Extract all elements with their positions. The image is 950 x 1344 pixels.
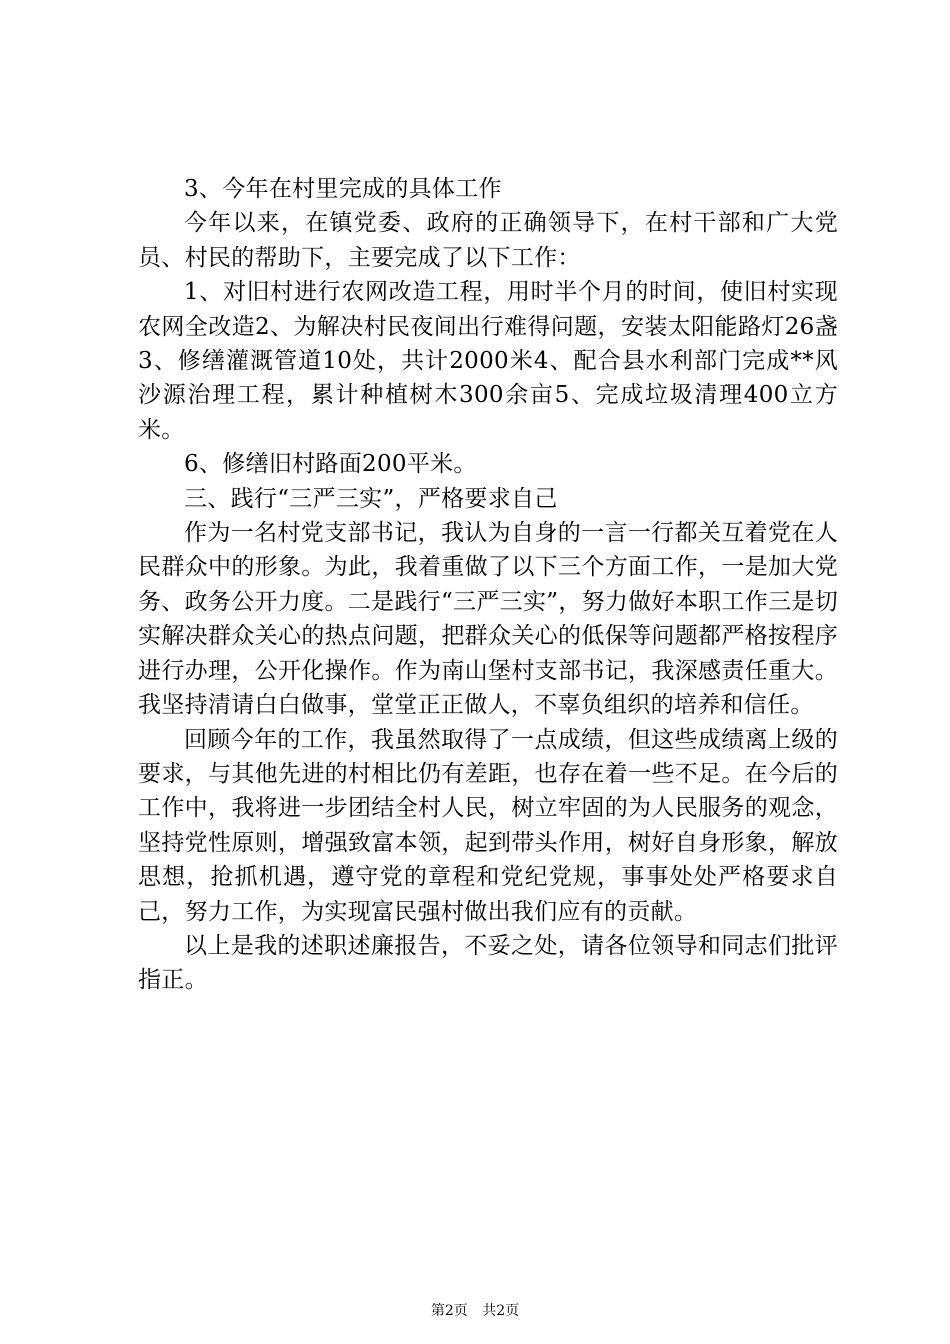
paragraph-review: 回顾今年的工作，我虽然取得了一点成绩，但这些成绩离上级的要求，与其他先进的村相比仍有差距，也存在着一些不足。在今后的工作中，我将进一步团结全村人民，树立牢固的为人民服务的观念，坚持党性原则，增强致富本领，起到带头作用，树好自身形象，解放思想，抢抓机遇，遵守党的章程和党纪党规，事事处处严格要求自己，努力工作，为实现富民强村做出我们应有的贡献。 (138, 726, 838, 925)
paragraph-item-6: 6、修缮旧村路面200平米。 (184, 451, 477, 478)
page-total: 共2页 (482, 1303, 520, 1319)
paragraph-section-heading-three: 三、践行“三严三实”，严格要求自己 (184, 485, 558, 512)
paragraph-work-items: 1、对旧村进行农网改造工程，用时半个月的时间，使旧村实现农网全改造2、为解决村民夜间出行难得问题，安装太阳能路灯26盏3、修缮灌溉管道10处，共计2000米4、配合县水利部门完成**风沙源治理工程，累计种植树木300余亩5、完成垃圾清理400立方米。 (138, 279, 838, 443)
document-body (138, 172, 838, 998)
paragraph-section-3-heading: 3、今年在村里完成的具体工作 (184, 176, 502, 202)
paragraph-party-secretary: 作为一名村党支部书记，我认为自身的一言一行都关互着党在人民群众中的形象。为此，我着重做了以下三个方面工作，一是加大党务、政务公开力度。二是践行“三严三实”，努力做好本职工作三是切实解决群众关心的热点问题，把群众关心的低保等问题都严格按程序进行办理，公开化操作。作为南山堡村支部书记，我深感责任重大。我坚持清请白白做事，堂堂正正做人，不辜负组织的培养和信任。 (138, 520, 838, 719)
page-number: 第2页 (430, 1303, 468, 1319)
paragraph-closing: 以上是我的述职述廉报告，不妥之处，请各位领导和同志们批评指正。 (138, 932, 838, 994)
page-footer (0, 1302, 950, 1320)
paragraph-intro: 今年以来，在镇党委、政府的正确领导下，在村干部和广大党员、村民的帮助下，主要完成了以下工作： (138, 210, 838, 271)
